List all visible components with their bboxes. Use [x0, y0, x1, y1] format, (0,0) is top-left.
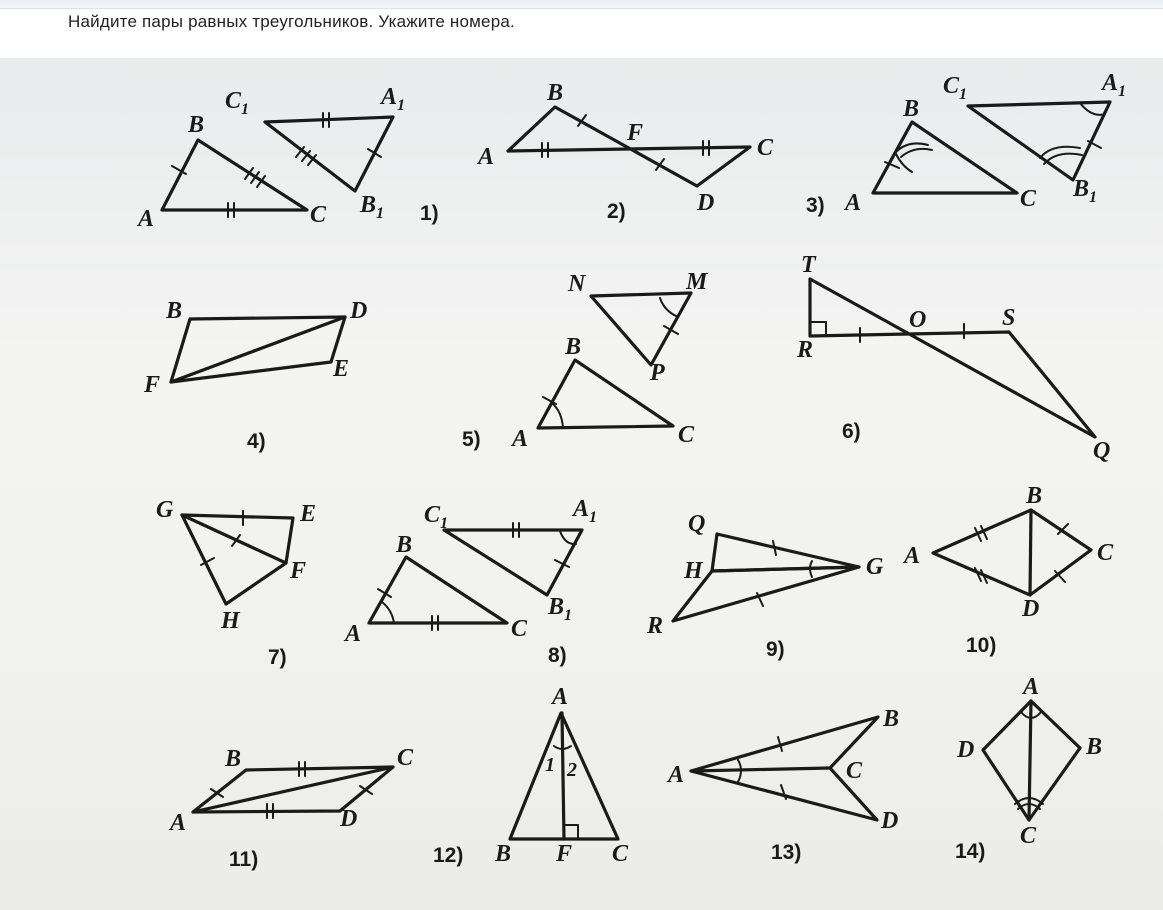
label: D: [1022, 596, 1040, 622]
diagonal-bd: [1030, 510, 1031, 595]
figure-5: [462, 269, 709, 452]
svg-text:A1: [571, 496, 597, 526]
label: C: [943, 73, 960, 99]
label: Q: [688, 511, 706, 537]
label: A: [668, 762, 685, 788]
label-subscript: 1: [589, 509, 598, 526]
figure-number: 13): [771, 841, 802, 864]
figure-13: [666, 706, 899, 864]
figure-14: [955, 674, 1102, 863]
figure-6: [796, 252, 1110, 464]
label-subscript: 1: [564, 607, 573, 624]
label: B: [547, 80, 564, 106]
quad-abcd: [933, 510, 1091, 595]
label: C: [1097, 540, 1114, 566]
label-subscript: 1: [241, 101, 250, 118]
figure-11: [168, 745, 414, 871]
two-triangles-tro-sqo: [810, 279, 1095, 437]
label: A: [845, 190, 862, 216]
figure-number: 12): [433, 844, 464, 867]
task-text: Найдите пары равных треугольников. Укажите номера.: [68, 12, 515, 31]
label: 1: [545, 754, 555, 776]
figure-number: 8): [548, 644, 567, 667]
label: C: [846, 758, 863, 784]
label: F: [627, 120, 644, 146]
svg-text:C1: [943, 73, 967, 103]
label: C: [1020, 823, 1037, 849]
label: G: [156, 497, 174, 523]
triangle-qgh: [712, 534, 859, 571]
label: D: [697, 190, 715, 216]
label: B: [360, 192, 377, 218]
label: O: [909, 307, 927, 333]
figure-2: [476, 80, 774, 223]
label-subscript: 1: [397, 97, 406, 114]
svg-text:C1: [225, 88, 249, 118]
label: N: [568, 271, 586, 297]
segment-ac: [691, 768, 830, 771]
label: B: [1073, 176, 1090, 202]
label-subscript: 1: [1118, 83, 1127, 100]
figure-number: 10): [966, 634, 997, 657]
label: C: [678, 422, 695, 448]
label: A: [345, 621, 362, 647]
figure-10: [902, 483, 1114, 657]
figure-9: [646, 511, 884, 661]
svg-text:B1: [1072, 176, 1097, 206]
label: T: [801, 252, 816, 278]
label: C: [225, 88, 242, 114]
label: M: [686, 269, 708, 295]
figure-number: 7): [268, 646, 287, 669]
label: P: [650, 360, 665, 386]
label: R: [647, 613, 664, 639]
label: G: [866, 554, 884, 580]
label: F: [556, 841, 573, 867]
triangle-abc: [873, 122, 1017, 193]
figure-number: 3): [806, 194, 825, 217]
label: F: [144, 372, 161, 398]
label: A: [904, 543, 921, 569]
figure-4: [143, 298, 367, 453]
diagonal-gf: [182, 515, 286, 563]
svg-text:A1: [379, 84, 405, 114]
label: A: [478, 144, 495, 170]
label: D: [957, 737, 975, 763]
figure-number: 1): [420, 202, 439, 225]
label: C: [424, 502, 441, 528]
label: C: [1020, 186, 1037, 212]
label-subscript: 1: [1089, 189, 1098, 206]
label: A: [138, 206, 155, 232]
label: C: [310, 202, 327, 228]
figure-number: 5): [462, 428, 481, 451]
label: D: [340, 806, 358, 832]
label: A: [512, 426, 529, 452]
triangle-abc: [369, 557, 507, 623]
label: B: [1026, 483, 1043, 509]
svg-text:B1: [359, 192, 384, 222]
figure-3: [806, 70, 1126, 217]
svg-text:C1: [424, 502, 448, 532]
label: C: [612, 841, 629, 867]
label: A: [170, 810, 187, 836]
label-subscript: 1: [440, 515, 449, 532]
figure-1: [136, 84, 439, 232]
label: B: [225, 746, 242, 772]
svg-text:A1: [1100, 70, 1126, 100]
label: F: [290, 558, 307, 584]
figure-12: [433, 684, 629, 867]
label: A: [1023, 674, 1040, 700]
label: S: [1002, 305, 1016, 331]
label: H: [221, 608, 240, 634]
label: D: [350, 298, 368, 324]
label: B: [166, 298, 183, 324]
figure-7: [156, 497, 316, 669]
label: Q: [1093, 438, 1111, 464]
figure-8: [343, 496, 597, 667]
triangle-a1b1c1: [265, 117, 393, 191]
label: B: [396, 532, 413, 558]
label: E: [300, 501, 317, 527]
label: R: [797, 337, 814, 363]
label: A: [573, 496, 590, 522]
label: B: [903, 96, 920, 122]
label: D: [881, 808, 899, 834]
label: B: [548, 594, 565, 620]
svg-text:B1: [547, 594, 572, 624]
label: 2: [567, 759, 577, 781]
figure-number: 11): [229, 848, 259, 871]
label: E: [333, 356, 350, 382]
figure-number: 6): [842, 420, 861, 443]
figure-number: 2): [607, 200, 626, 223]
figure-number: 14): [955, 840, 986, 863]
figure-number: 4): [247, 430, 266, 453]
triangle-abc: [162, 140, 307, 210]
label-subscript: 1: [959, 86, 968, 103]
two-triangles-abf-cdf: [508, 107, 750, 186]
label: B: [883, 706, 900, 732]
label: A: [552, 684, 569, 710]
label: B: [495, 841, 512, 867]
label: B: [1086, 734, 1103, 760]
label: B: [188, 112, 205, 138]
figure-number: 9): [766, 638, 785, 661]
label: H: [684, 558, 703, 584]
label: C: [511, 616, 528, 642]
label: C: [397, 745, 414, 771]
label-subscript: 1: [376, 205, 385, 222]
label: B: [565, 334, 582, 360]
label: A: [381, 84, 398, 110]
triangle-nmp: [591, 293, 691, 365]
segment-af: [562, 713, 564, 839]
label: C: [757, 135, 774, 161]
label: A: [1102, 70, 1119, 96]
